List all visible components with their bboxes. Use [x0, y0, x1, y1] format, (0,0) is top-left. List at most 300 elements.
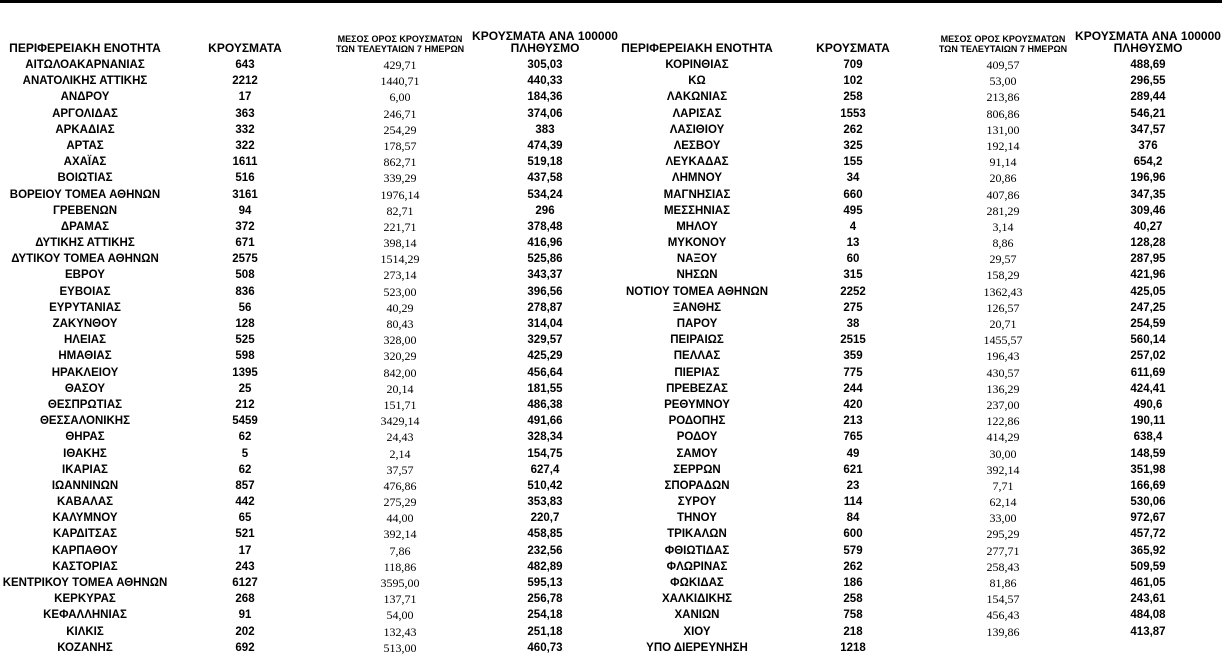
cases-cell: 692 [235, 641, 255, 654]
table-row [618, 235, 1222, 251]
table-row [0, 73, 618, 89]
region-cell: ΚΑΣΤΟΡΙΑΣ [52, 560, 118, 573]
region-cell: ΛΕΥΚΑΔΑΣ [665, 156, 729, 169]
per-100k-cell: 383 [535, 123, 555, 136]
region-cell: ΑΝΑΤΟΛΙΚΗΣ ΑΤΤΙΚΗΣ [22, 75, 148, 88]
cases-cell: 23 [846, 479, 860, 492]
cases-cell: 268 [235, 593, 255, 606]
region-cell: ΕΒΡΟΥ [65, 269, 105, 282]
region-cell: ΣΑΜΟΥ [676, 447, 718, 460]
region-cell: ΚΩ [688, 75, 706, 88]
table-row [618, 559, 1222, 575]
table-row [0, 219, 618, 235]
table-row [0, 365, 618, 381]
region-cell: ΧΑΝΙΩΝ [674, 609, 720, 622]
table-row [618, 494, 1222, 510]
cases-cell: 202 [235, 625, 255, 638]
cases-cell: 262 [843, 123, 863, 136]
mean-7-days-cell: 122,86 [986, 414, 1020, 429]
cases-cell: 4 [849, 220, 857, 233]
cases-cell: 660 [843, 188, 863, 201]
table-row [618, 138, 1222, 154]
table-row [618, 251, 1222, 267]
region-cell: ΜΥΚΟΝΟΥ [667, 237, 727, 250]
mean-7-days-cell: 429,71 [383, 58, 417, 72]
table-row [0, 494, 618, 510]
table-row [0, 510, 618, 526]
table-row [618, 413, 1222, 429]
cases-cell: 244 [843, 382, 863, 395]
cases-cell: 128 [235, 318, 255, 330]
mean-7-days-cell: 91,14 [989, 155, 1017, 170]
cases-cell: 516 [235, 172, 255, 185]
table-row [618, 106, 1222, 122]
cases-cell: 94 [238, 204, 252, 217]
region-cell: ΜΑΓΝΗΣΙΑΣ [663, 188, 731, 201]
per-100k-cell: 351,98 [1130, 463, 1166, 476]
header-mean-7-days: ΜΕΣΟΣ ΟΡΟΣ ΚΡΟΥΣΜΑΤΩΝ ΤΩΝ ΤΕΛΕΥΤΑΙΩΝ 7 ΗΜΕΡΩΝ [335, 34, 465, 54]
per-100k-cell: 482,89 [527, 560, 563, 573]
mean-7-days-cell: 277,71 [986, 543, 1020, 558]
mean-7-days-cell: 221,71 [383, 219, 417, 234]
table-row [618, 154, 1222, 170]
cases-cell: 315 [843, 269, 863, 282]
table-row [0, 187, 618, 203]
cases-cell: 442 [235, 496, 255, 509]
cases-cell: 709 [843, 59, 863, 71]
region-cell: ΒΟΡΕΙΟΥ ΤΟΜΕΑ ΑΘΗΝΩΝ [9, 188, 161, 201]
per-100k-cell: 425,05 [1130, 285, 1166, 298]
table-row [0, 624, 618, 640]
region-cell: ΕΥΡΥΤΑΝΙΑΣ [49, 301, 121, 314]
region-cell: ΑΡΚΑΔΙΑΣ [55, 123, 115, 136]
cases-cell: 2252 [840, 285, 866, 298]
table-row [618, 73, 1222, 89]
region-cell: ΜΕΣΣΗΝΙΑΣ [663, 204, 731, 217]
mean-7-days-cell: 409,57 [986, 58, 1020, 72]
region-cell: ΑΡΤΑΣ [66, 139, 104, 152]
table-row [0, 478, 618, 494]
region-cell: ΛΗΜΝΟΥ [671, 172, 723, 185]
mean-7-days-cell: 80,43 [386, 317, 414, 331]
table-row [0, 332, 618, 348]
region-cell: ΤΗΝΟΥ [677, 512, 717, 525]
cases-cell: 521 [235, 528, 255, 541]
mean-7-days-cell: 53,00 [989, 74, 1017, 89]
mean-7-days-cell: 20,14 [386, 381, 414, 396]
per-100k-cell: 184,36 [527, 91, 563, 104]
region-cell: ΗΜΑΘΙΑΣ [58, 350, 112, 363]
cases-cell: 17 [238, 544, 252, 557]
cases-cell: 671 [235, 237, 255, 250]
per-100k-cell: 305,03 [527, 59, 563, 71]
cases-cell: 60 [846, 253, 860, 266]
cases-cell: 2575 [232, 253, 258, 266]
table-row [0, 89, 618, 105]
table-row [0, 122, 618, 138]
cases-cell: 5 [241, 447, 249, 460]
cases-cell: 372 [235, 220, 255, 233]
table-row [0, 381, 618, 397]
per-100k-cell: 376 [1138, 139, 1158, 152]
per-100k-cell: 190,11 [1130, 415, 1166, 428]
mean-7-days-cell: 30,00 [989, 446, 1017, 461]
mean-7-days-cell: 1976,14 [380, 187, 420, 202]
region-cell: ΚΑΡΔΙΤΣΑΣ [52, 528, 118, 541]
cases-cell: 758 [843, 609, 863, 622]
mean-7-days-cell: 842,00 [383, 365, 417, 380]
top-border-line [0, 0, 1222, 3]
mean-7-days-cell: 414,29 [986, 430, 1020, 445]
mean-7-days-cell: 7,86 [389, 543, 411, 558]
table-row [618, 446, 1222, 462]
table-row [618, 575, 1222, 591]
cases-cell: 114 [843, 496, 863, 509]
mean-7-days-cell: 430,57 [986, 365, 1020, 380]
per-100k-cell: 461,05 [1130, 577, 1166, 589]
mean-7-days-cell: 158,29 [986, 268, 1020, 283]
cases-cell: 579 [843, 544, 863, 557]
mean-7-days-cell: 237,00 [986, 397, 1020, 412]
region-cell: ΡΟΔΟΥ [676, 431, 718, 444]
cases-cell: 363 [235, 107, 255, 120]
table-row [618, 607, 1222, 623]
mean-7-days-cell: 339,29 [383, 171, 417, 186]
per-100k-cell: 654,2 [1133, 156, 1163, 169]
cases-cell: 212 [235, 398, 255, 411]
per-100k-cell: 251,18 [527, 625, 563, 638]
table-row [0, 446, 618, 462]
cases-cell: 262 [843, 560, 863, 573]
cases-cell: 598 [235, 350, 255, 363]
mean-7-days-cell: 62,14 [989, 495, 1017, 510]
mean-7-days-cell: 81,86 [989, 576, 1017, 590]
mean-7-days-cell: 513,00 [383, 640, 417, 655]
per-100k-cell: 457,72 [1130, 528, 1166, 541]
cases-cell: 836 [235, 285, 255, 298]
region-cell: ΒΟΙΩΤΙΑΣ [57, 172, 113, 185]
table-row [618, 429, 1222, 445]
table-row [618, 640, 1222, 656]
region-cell: ΥΠΟ ΔΙΕΡΕΥΝΗΣΗ [646, 641, 748, 654]
table-row [618, 526, 1222, 542]
per-100k-cell: 525,86 [527, 253, 563, 266]
region-cell: ΣΕΡΡΩΝ [673, 463, 721, 476]
per-100k-cell: 413,87 [1130, 625, 1166, 638]
region-cell: ΦΛΩΡΙΝΑΣ [666, 560, 728, 573]
cases-cell: 325 [843, 139, 863, 152]
cases-cell: 243 [235, 560, 255, 573]
per-100k-cell: 196,96 [1130, 172, 1166, 185]
per-100k-cell: 972,67 [1130, 512, 1166, 525]
region-cell: ΗΡΑΚΛΕΙΟΥ [51, 366, 119, 379]
cases-cell: 765 [843, 431, 863, 444]
table-row [618, 203, 1222, 219]
mean-7-days-cell: 24,43 [386, 430, 414, 445]
table-row [618, 122, 1222, 138]
table-row [0, 559, 618, 575]
cases-cell: 38 [846, 318, 860, 330]
table-row [0, 284, 618, 300]
cases-cell: 643 [235, 59, 255, 71]
table-row [0, 591, 618, 607]
cases-cell: 6127 [232, 577, 258, 589]
mean-7-days-cell: 139,86 [986, 624, 1020, 639]
region-cell: ΠΕΛΛΑΣ [673, 350, 721, 363]
cases-cell: 186 [843, 577, 863, 589]
per-100k-cell: 421,96 [1130, 269, 1166, 282]
left-rows [0, 57, 618, 656]
per-100k-cell: 627,4 [530, 463, 560, 476]
table-row [0, 316, 618, 332]
region-cell: ΘΕΣΣΑΛΟΝΙΚΗΣ [39, 415, 131, 428]
cases-cell: 1553 [840, 107, 866, 120]
mean-7-days-cell: 29,57 [989, 252, 1017, 267]
cases-cell: 102 [843, 75, 863, 88]
per-100k-cell: 254,59 [1130, 318, 1166, 330]
table-row [618, 284, 1222, 300]
table-row [618, 591, 1222, 607]
per-100k-cell: 484,08 [1130, 609, 1166, 622]
header-region: ΠΕΡΙΦΕΡΕΙΑΚΗ ΕΝΟΤΗΤΑ [621, 41, 773, 55]
per-100k-cell: 220,7 [530, 512, 560, 525]
header-cases: ΚΡΟΥΣΜΑΤΑ [208, 41, 282, 55]
table-row [618, 316, 1222, 332]
header-region: ΠΕΡΙΦΕΡΕΙΑΚΗ ΕΝΟΤΗΤΑ [9, 41, 161, 55]
mean-7-days-cell: 806,86 [986, 106, 1020, 121]
region-cell: ΦΘΙΩΤΙΔΑΣ [664, 544, 730, 557]
region-cell: ΗΛΕΙΑΣ [63, 334, 107, 347]
region-cell: ΑΝΔΡΟΥ [60, 91, 110, 104]
region-cell: ΚΑΡΠΑΘΟΥ [52, 544, 118, 557]
per-100k-cell: 166,69 [1130, 479, 1166, 492]
per-100k-cell: 296 [535, 204, 555, 217]
per-100k-cell: 343,37 [527, 269, 563, 282]
table-row [618, 170, 1222, 186]
per-100k-cell: 329,57 [527, 334, 563, 347]
mean-7-days-cell: 40,29 [386, 300, 414, 315]
table-row [618, 332, 1222, 348]
table-row [0, 251, 618, 267]
mean-7-days-cell: 178,57 [383, 138, 417, 153]
table-row [0, 607, 618, 623]
table-row [618, 187, 1222, 203]
mean-7-days-cell: 136,29 [986, 381, 1020, 396]
per-100k-cell: 425,29 [527, 350, 563, 363]
table-row [0, 526, 618, 542]
per-100k-cell: 309,46 [1130, 204, 1166, 217]
per-100k-cell: 154,75 [527, 447, 563, 460]
mean-7-days-cell: 1455,57 [983, 333, 1023, 348]
region-cell: ΑΙΤΩΛΟΑΚΑΡΝΑΝΙΑΣ [25, 59, 145, 71]
region-cell: ΣΠΟΡΑΔΩΝ [664, 479, 730, 492]
mean-7-days-cell: 456,43 [986, 608, 1020, 623]
table-row [618, 57, 1222, 73]
table-row [618, 543, 1222, 559]
cases-cell: 13 [846, 237, 860, 250]
region-cell: ΠΡΕΒΕΖΑΣ [666, 382, 728, 395]
cases-cell: 155 [843, 156, 863, 169]
per-100k-cell: 437,58 [527, 172, 563, 185]
per-100k-cell: 247,25 [1130, 301, 1166, 314]
cases-cell: 600 [843, 528, 863, 541]
table-row [0, 170, 618, 186]
mean-7-days-cell: 862,71 [383, 155, 417, 170]
mean-7-days-cell: 3429,14 [380, 414, 420, 429]
table-row [0, 397, 618, 413]
region-cell: ΑΧΑΪΑΣ [63, 156, 107, 169]
region-cell: ΙΘΑΚΗΣ [63, 447, 107, 460]
mean-7-days-cell: 82,71 [386, 203, 414, 218]
table-row [0, 57, 618, 73]
mean-7-days-cell: 476,86 [383, 478, 417, 493]
per-100k-cell: 490,6 [1133, 398, 1163, 411]
mean-7-days-cell: 295,29 [986, 527, 1020, 542]
region-cell: ΡΟΔΟΠΗΣ [668, 415, 726, 428]
per-100k-cell: 611,69 [1130, 366, 1166, 379]
mean-7-days-cell: 37,57 [386, 462, 414, 477]
mean-7-days-cell: 398,14 [383, 236, 417, 251]
cases-cell: 332 [235, 123, 255, 136]
mean-7-days-cell: 281,29 [986, 203, 1020, 218]
region-cell: ΛΑΣΙΘΙΟΥ [669, 123, 725, 136]
mean-7-days-cell: 54,00 [386, 608, 414, 623]
region-cell: ΤΡΙΚΑΛΩΝ [667, 528, 727, 541]
per-100k-cell: 40,27 [1133, 220, 1163, 233]
table-row [618, 219, 1222, 235]
table-row [0, 429, 618, 445]
region-cell: ΝΟΤΙΟΥ ΤΟΜΕΑ ΑΘΗΝΩΝ [625, 285, 769, 298]
region-cell: ΔΥΤΙΚΗΣ ΑΤΤΙΚΗΣ [35, 237, 135, 250]
cases-cell: 1395 [232, 366, 258, 379]
per-100k-cell: 181,55 [527, 382, 563, 395]
region-cell: ΜΗΛΟΥ [676, 220, 718, 233]
region-cell: ΛΑΡΙΣΑΣ [672, 107, 722, 120]
cases-cell: 17 [238, 91, 252, 104]
region-cell: ΚΕΝΤΡΙΚΟΥ ΤΟΜΕΑ ΑΘΗΝΩΝ [2, 577, 168, 589]
mean-7-days-cell: 33,00 [989, 511, 1017, 526]
per-100k-cell: 638,4 [1133, 431, 1163, 444]
table-row [618, 462, 1222, 478]
table-row [0, 203, 618, 219]
table-row [618, 267, 1222, 283]
region-cell: ΧΑΛΚΙΔΙΚΗΣ [661, 593, 733, 606]
per-100k-cell: 296,55 [1130, 75, 1166, 88]
cases-cell: 1611 [232, 156, 258, 169]
per-100k-cell: 560,14 [1130, 334, 1166, 347]
region-cell: ΔΥΤΙΚΟΥ ΤΟΜΕΑ ΑΘΗΝΩΝ [11, 253, 159, 266]
cases-cell: 258 [843, 593, 863, 606]
per-100k-cell: 278,87 [527, 301, 563, 314]
table-row [618, 624, 1222, 640]
cases-table [0, 20, 1222, 655]
mean-7-days-cell: 118,86 [383, 559, 417, 574]
table-row [0, 348, 618, 364]
per-100k-cell: 530,06 [1130, 496, 1166, 509]
region-cell: ΛΕΣΒΟΥ [673, 139, 721, 152]
per-100k-cell: 128,28 [1130, 237, 1166, 250]
mean-7-days-cell: 246,71 [383, 106, 417, 121]
table-row [618, 510, 1222, 526]
cases-cell: 420 [843, 398, 863, 411]
mean-7-days-cell: 6,00 [389, 90, 411, 105]
mean-7-days-cell: 192,14 [986, 138, 1020, 153]
per-100k-cell: 365,92 [1130, 544, 1166, 557]
region-cell: ΝΑΞΟΥ [676, 253, 718, 266]
region-cell: ΚΕΦΑΛΛΗΝΙΑΣ [43, 609, 127, 622]
per-100k-cell: 328,34 [527, 431, 563, 444]
table-row [0, 543, 618, 559]
cases-cell: 56 [238, 301, 252, 314]
table-row [618, 348, 1222, 364]
region-cell: ΠΕΙΡΑΙΩΣ [670, 334, 724, 347]
mean-7-days-cell: 258,43 [986, 559, 1020, 574]
table-row [0, 462, 618, 478]
region-cell: ΚΟΡΙΝΘΙΑΣ [665, 59, 729, 71]
mean-7-days-cell: 1514,29 [380, 252, 420, 267]
per-100k-cell: 232,56 [527, 544, 563, 557]
per-100k-cell: 486,38 [527, 398, 563, 411]
mean-7-days-cell: 3595,00 [380, 576, 420, 590]
cases-cell: 218 [843, 625, 863, 638]
region-cell: ΖΑΚΥΝΘΟΥ [52, 318, 118, 330]
per-100k-cell: 460,73 [527, 641, 563, 654]
header-mean-7-days: ΜΕΣΟΣ ΟΡΟΣ ΚΡΟΥΣΜΑΤΩΝ ΤΩΝ ΤΕΛΕΥΤΑΙΩΝ 7 ΗΜΕΡΩΝ [938, 34, 1068, 54]
per-100k-cell: 424,41 [1130, 382, 1166, 395]
cases-cell: 2212 [232, 75, 258, 88]
per-100k-cell: 287,95 [1130, 253, 1166, 266]
mean-7-days-cell: 392,14 [986, 462, 1020, 477]
mean-7-days-cell: 254,29 [383, 122, 417, 137]
mean-7-days-cell: 213,86 [986, 90, 1020, 105]
table-header [618, 20, 1222, 54]
mean-7-days-cell: 131,00 [986, 122, 1020, 137]
cases-cell: 5459 [232, 415, 258, 428]
per-100k-cell: 289,44 [1130, 91, 1166, 104]
table-header [0, 20, 618, 54]
cases-cell: 91 [238, 609, 252, 622]
region-cell: ΧΙΟΥ [683, 625, 711, 638]
cases-cell: 62 [238, 463, 252, 476]
cases-cell: 359 [843, 350, 863, 363]
mean-7-days-cell: 196,43 [986, 349, 1020, 364]
cases-cell: 65 [238, 512, 252, 525]
cases-cell: 857 [235, 479, 255, 492]
mean-7-days-cell: 523,00 [383, 284, 417, 299]
per-100k-cell: 347,57 [1130, 123, 1166, 136]
header-cases-per-100k: ΚΡΟΥΣΜΑΤΑ ΑΝΑ 100000 ΠΛΗΘΥΣΜΟ [1075, 29, 1221, 55]
region-cell: ΣΥΡΟΥ [677, 496, 717, 509]
region-cell: ΝΗΣΩΝ [676, 269, 718, 282]
per-100k-cell: 534,24 [527, 188, 563, 201]
table-row [0, 575, 618, 591]
mean-7-days-cell: 8,86 [992, 236, 1014, 251]
per-100k-cell: 254,18 [527, 609, 563, 622]
cases-cell: 258 [843, 91, 863, 104]
mean-7-days-cell: 273,14 [383, 268, 417, 283]
cases-cell: 62 [238, 431, 252, 444]
cases-cell: 1218 [840, 641, 866, 654]
cases-cell: 25 [238, 382, 252, 395]
region-cell: ΡΕΘΥΜΝΟΥ [664, 398, 730, 411]
per-100k-cell: 491,66 [527, 415, 563, 428]
mean-7-days-cell: 392,14 [383, 527, 417, 542]
region-cell: ΠΙΕΡΙΑΣ [674, 366, 720, 379]
region-cell: ΙΚΑΡΙΑΣ [62, 463, 108, 476]
region-cell: ΘΗΡΑΣ [65, 431, 105, 444]
mean-7-days-cell: 328,00 [383, 333, 417, 348]
mean-7-days-cell: 20,86 [989, 171, 1017, 186]
